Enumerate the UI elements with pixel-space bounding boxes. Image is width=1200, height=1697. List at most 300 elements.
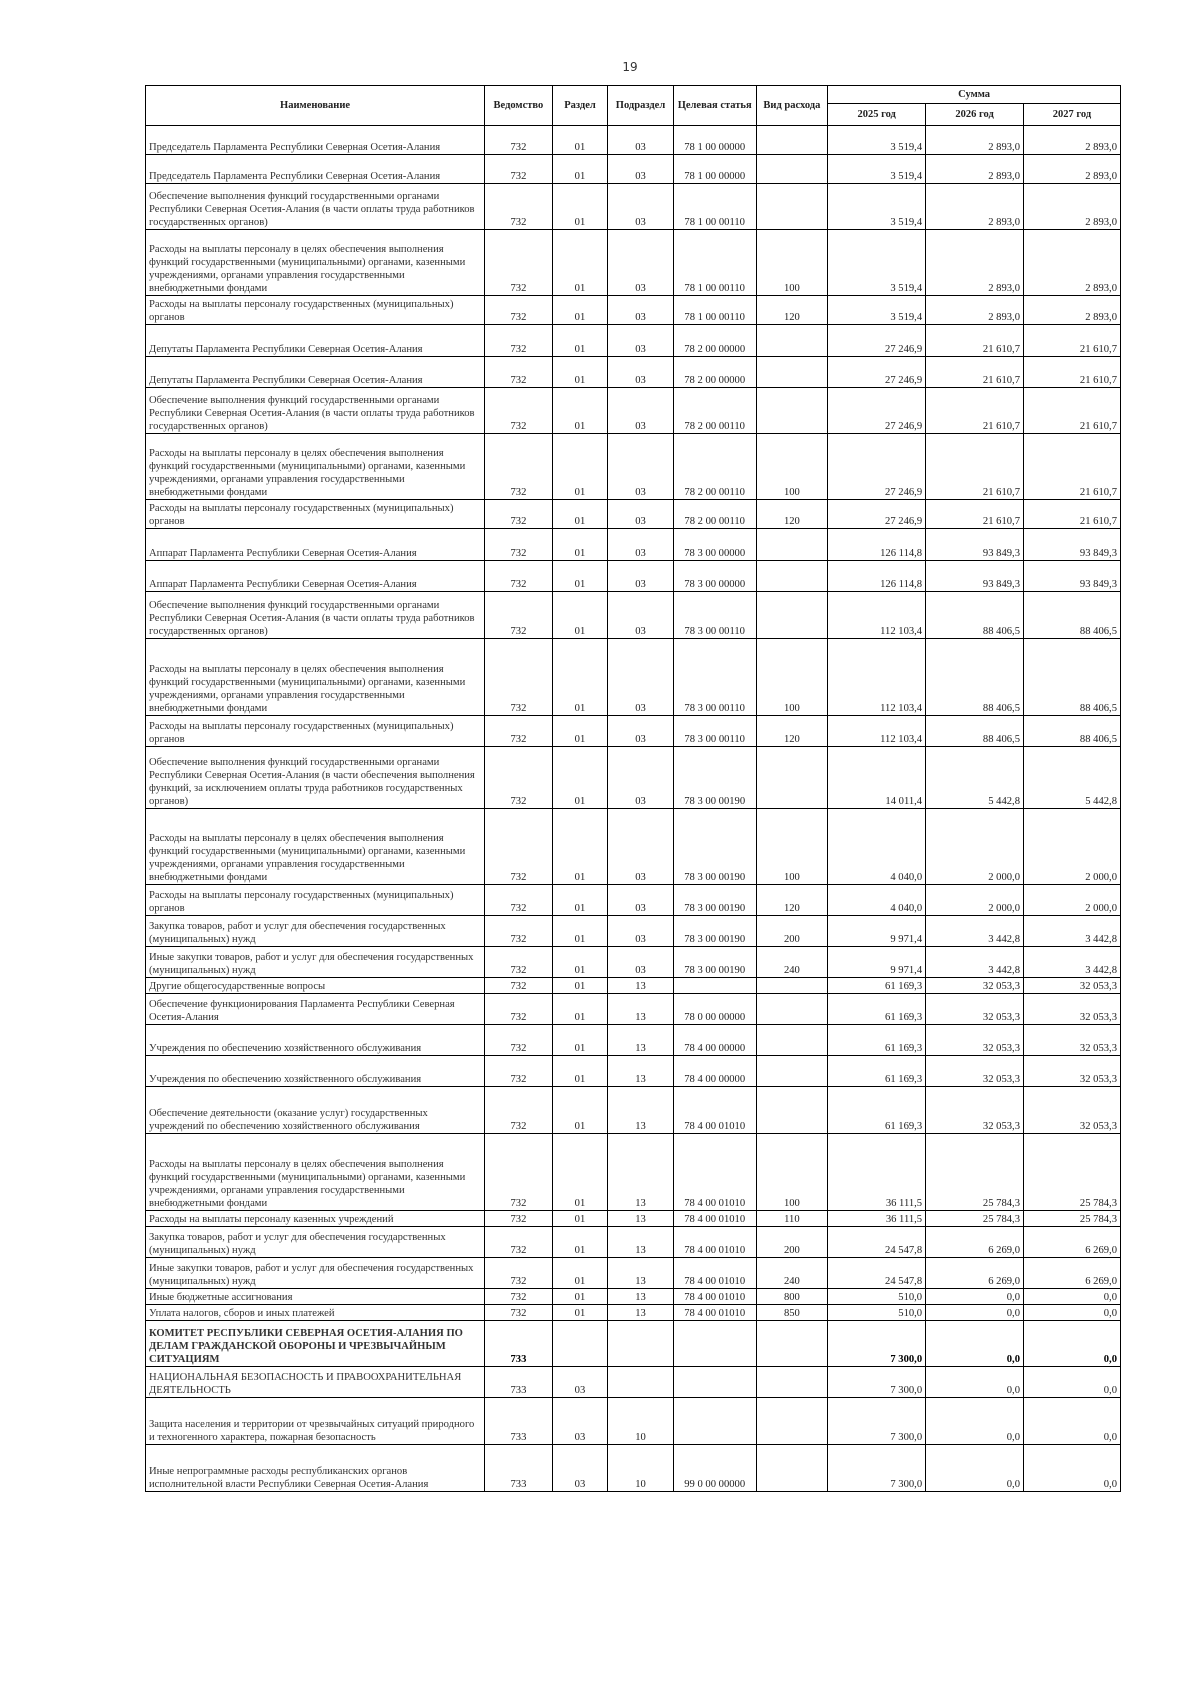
cell-name: Закупка товаров, работ и услуг для обеспечения государственных (муниципальных) нужд xyxy=(146,1227,485,1258)
cell-2025: 126 114,8 xyxy=(828,561,926,592)
table-row xyxy=(146,809,1121,885)
cell-kind xyxy=(756,1445,828,1492)
cell-section: 01 xyxy=(552,994,608,1025)
cell-section: 01 xyxy=(552,500,608,529)
cell-name: Расходы на выплаты персоналу в целях обеспечения выполнения функций государственными (муниципальными) органами, казенными учреждениями, органами управления государственными внебюджетными фондами xyxy=(146,809,485,885)
cell-2025: 36 111,5 xyxy=(828,1134,926,1211)
header-section: Раздел xyxy=(552,86,608,126)
table-row xyxy=(146,978,1121,994)
cell-dept: 732 xyxy=(485,325,553,357)
cell-target: 78 3 00 00190 xyxy=(673,747,756,809)
cell-2025: 3 519,4 xyxy=(828,230,926,296)
table-row xyxy=(146,1087,1121,1134)
cell-2027: 3 442,8 xyxy=(1024,947,1121,978)
cell-2026: 25 784,3 xyxy=(926,1134,1024,1211)
header-sum: Сумма xyxy=(828,86,1121,104)
cell-name: Расходы на выплаты персоналу в целях обеспечения выполнения функций государственными (муниципальными) органами, казенными учреждениями, органами управления государственными внебюджетными фондами xyxy=(146,1134,485,1211)
table-row xyxy=(146,561,1121,592)
cell-subsection: 03 xyxy=(608,296,674,325)
cell-target: 78 3 00 00110 xyxy=(673,592,756,639)
table-row xyxy=(146,885,1121,916)
cell-2026: 2 893,0 xyxy=(926,296,1024,325)
cell-target: 78 2 00 00110 xyxy=(673,388,756,434)
cell-section: 01 xyxy=(552,230,608,296)
cell-section: 03 xyxy=(552,1367,608,1398)
cell-section: 01 xyxy=(552,592,608,639)
cell-target: 78 1 00 00000 xyxy=(673,126,756,155)
cell-2025: 9 971,4 xyxy=(828,916,926,947)
cell-dept: 732 xyxy=(485,994,553,1025)
cell-section: 01 xyxy=(552,561,608,592)
header-target: Целевая статья xyxy=(673,86,756,126)
table-row xyxy=(146,1445,1121,1492)
cell-2026: 2 893,0 xyxy=(926,230,1024,296)
cell-2026: 6 269,0 xyxy=(926,1258,1024,1289)
table-row xyxy=(146,639,1121,716)
cell-target xyxy=(673,978,756,994)
cell-subsection: 03 xyxy=(608,809,674,885)
table-row xyxy=(146,184,1121,230)
cell-2026: 0,0 xyxy=(926,1367,1024,1398)
cell-target: 78 3 00 00000 xyxy=(673,529,756,561)
cell-kind xyxy=(756,529,828,561)
cell-2026: 93 849,3 xyxy=(926,561,1024,592)
cell-2027: 21 610,7 xyxy=(1024,500,1121,529)
cell-name: Иные закупки товаров, работ и услуг для обеспечения государственных (муниципальных) нужд xyxy=(146,947,485,978)
cell-2026: 32 053,3 xyxy=(926,1087,1024,1134)
cell-subsection: 03 xyxy=(608,155,674,184)
cell-2025: 14 011,4 xyxy=(828,747,926,809)
cell-section: 01 xyxy=(552,1025,608,1056)
cell-target: 78 4 00 01010 xyxy=(673,1305,756,1321)
table-row xyxy=(146,1025,1121,1056)
cell-kind: 100 xyxy=(756,809,828,885)
cell-2027: 25 784,3 xyxy=(1024,1134,1121,1211)
cell-2025: 36 111,5 xyxy=(828,1211,926,1227)
table-row xyxy=(146,1305,1121,1321)
cell-dept: 732 xyxy=(485,1289,553,1305)
cell-section: 01 xyxy=(552,434,608,500)
cell-2025: 61 169,3 xyxy=(828,1056,926,1087)
cell-2026: 21 610,7 xyxy=(926,388,1024,434)
table-row xyxy=(146,716,1121,747)
cell-section: 01 xyxy=(552,639,608,716)
cell-target: 78 4 00 01010 xyxy=(673,1258,756,1289)
cell-dept: 732 xyxy=(485,500,553,529)
cell-2027: 2 893,0 xyxy=(1024,126,1121,155)
cell-2027: 3 442,8 xyxy=(1024,916,1121,947)
cell-target: 78 4 00 00000 xyxy=(673,1056,756,1087)
cell-2025: 24 547,8 xyxy=(828,1227,926,1258)
cell-kind xyxy=(756,155,828,184)
cell-target: 78 4 00 00000 xyxy=(673,1025,756,1056)
cell-kind: 200 xyxy=(756,916,828,947)
cell-2027: 93 849,3 xyxy=(1024,561,1121,592)
cell-subsection: 13 xyxy=(608,1305,674,1321)
cell-dept: 732 xyxy=(485,529,553,561)
cell-name: Уплата налогов, сборов и иных платежей xyxy=(146,1305,485,1321)
cell-2026: 0,0 xyxy=(926,1289,1024,1305)
cell-dept: 732 xyxy=(485,592,553,639)
table-row xyxy=(146,357,1121,388)
cell-section: 01 xyxy=(552,947,608,978)
cell-2025: 7 300,0 xyxy=(828,1398,926,1445)
cell-kind: 240 xyxy=(756,947,828,978)
cell-dept: 732 xyxy=(485,885,553,916)
cell-subsection: 03 xyxy=(608,561,674,592)
cell-section: 01 xyxy=(552,885,608,916)
cell-target xyxy=(673,1398,756,1445)
cell-subsection: 03 xyxy=(608,639,674,716)
table-row xyxy=(146,155,1121,184)
cell-subsection: 13 xyxy=(608,1087,674,1134)
cell-2027: 0,0 xyxy=(1024,1289,1121,1305)
cell-dept: 732 xyxy=(485,809,553,885)
cell-subsection xyxy=(608,1321,674,1367)
cell-2025: 3 519,4 xyxy=(828,184,926,230)
table-row xyxy=(146,1056,1121,1087)
cell-section: 01 xyxy=(552,809,608,885)
cell-name: Расходы на выплаты персоналу в целях обеспечения выполнения функций государственными (муниципальными) органами, казенными учреждениями, органами управления государственными внебюджетными фондами xyxy=(146,639,485,716)
cell-subsection: 13 xyxy=(608,1056,674,1087)
cell-2025: 27 246,9 xyxy=(828,500,926,529)
cell-name: Председатель Парламента Республики Северная Осетия-Алания xyxy=(146,155,485,184)
cell-kind xyxy=(756,1367,828,1398)
cell-2027: 2 893,0 xyxy=(1024,296,1121,325)
cell-2026: 88 406,5 xyxy=(926,716,1024,747)
cell-name: Расходы на выплаты персоналу государственных (муниципальных) органов xyxy=(146,500,485,529)
table-row xyxy=(146,1227,1121,1258)
cell-dept: 732 xyxy=(485,296,553,325)
table-header xyxy=(146,86,1121,126)
cell-2026: 2 000,0 xyxy=(926,809,1024,885)
cell-target: 78 4 00 01010 xyxy=(673,1134,756,1211)
cell-subsection: 03 xyxy=(608,357,674,388)
table-row xyxy=(146,230,1121,296)
cell-name: Обеспечение выполнения функций государственными органами Республики Северная Осетия-Алания (в части оплаты труда работников государственных органов) xyxy=(146,184,485,230)
cell-subsection: 03 xyxy=(608,434,674,500)
cell-2027: 88 406,5 xyxy=(1024,639,1121,716)
cell-kind xyxy=(756,325,828,357)
cell-2025: 3 519,4 xyxy=(828,126,926,155)
cell-subsection: 03 xyxy=(608,184,674,230)
cell-subsection: 03 xyxy=(608,885,674,916)
cell-kind xyxy=(756,592,828,639)
cell-2025: 61 169,3 xyxy=(828,994,926,1025)
cell-dept: 732 xyxy=(485,561,553,592)
cell-dept: 732 xyxy=(485,126,553,155)
cell-2027: 2 000,0 xyxy=(1024,809,1121,885)
cell-dept: 732 xyxy=(485,747,553,809)
cell-name: Иные непрограммные расходы республиканских органов исполнительной власти Республики Северная Осетия-Алания xyxy=(146,1445,485,1492)
page-number: 19 xyxy=(622,60,638,74)
cell-dept: 732 xyxy=(485,1056,553,1087)
cell-name: Депутаты Парламента Республики Северная Осетия-Алания xyxy=(146,357,485,388)
cell-kind xyxy=(756,1025,828,1056)
cell-target: 78 3 00 00190 xyxy=(673,947,756,978)
cell-kind xyxy=(756,978,828,994)
table-row xyxy=(146,1321,1121,1367)
cell-subsection: 03 xyxy=(608,325,674,357)
cell-2027: 2 893,0 xyxy=(1024,155,1121,184)
cell-section: 01 xyxy=(552,1211,608,1227)
cell-section: 01 xyxy=(552,916,608,947)
budget-table xyxy=(145,85,1121,1492)
cell-2025: 27 246,9 xyxy=(828,388,926,434)
table-row xyxy=(146,916,1121,947)
cell-subsection: 13 xyxy=(608,1258,674,1289)
table-row xyxy=(146,947,1121,978)
cell-dept: 732 xyxy=(485,1211,553,1227)
cell-kind xyxy=(756,1087,828,1134)
table-row xyxy=(146,325,1121,357)
cell-kind xyxy=(756,184,828,230)
cell-subsection: 03 xyxy=(608,529,674,561)
cell-subsection: 10 xyxy=(608,1398,674,1445)
cell-2026: 0,0 xyxy=(926,1445,1024,1492)
table-row xyxy=(146,1258,1121,1289)
cell-name: Обеспечение функционирования Парламента Республики Северная Осетия-Алания xyxy=(146,994,485,1025)
cell-kind: 120 xyxy=(756,500,828,529)
cell-section: 03 xyxy=(552,1398,608,1445)
cell-subsection: 13 xyxy=(608,1227,674,1258)
cell-2027: 21 610,7 xyxy=(1024,434,1121,500)
cell-dept: 732 xyxy=(485,434,553,500)
cell-name: Председатель Парламента Республики Северная Осетия-Алания xyxy=(146,126,485,155)
cell-dept: 732 xyxy=(485,916,553,947)
cell-2027: 5 442,8 xyxy=(1024,747,1121,809)
cell-2026: 3 442,8 xyxy=(926,916,1024,947)
cell-section: 01 xyxy=(552,1056,608,1087)
cell-2027: 0,0 xyxy=(1024,1398,1121,1445)
cell-target: 78 1 00 00110 xyxy=(673,296,756,325)
cell-2026: 88 406,5 xyxy=(926,639,1024,716)
cell-2026: 0,0 xyxy=(926,1321,1024,1367)
header-subsection: Подраздел xyxy=(608,86,674,126)
cell-section xyxy=(552,1321,608,1367)
cell-subsection: 03 xyxy=(608,592,674,639)
cell-name: Иные бюджетные ассигнования xyxy=(146,1289,485,1305)
header-2026: 2026 год xyxy=(926,104,1024,126)
cell-dept: 733 xyxy=(485,1367,553,1398)
cell-2025: 126 114,8 xyxy=(828,529,926,561)
cell-section: 01 xyxy=(552,747,608,809)
cell-kind: 200 xyxy=(756,1227,828,1258)
table-row xyxy=(146,388,1121,434)
cell-2026: 21 610,7 xyxy=(926,434,1024,500)
cell-2025: 27 246,9 xyxy=(828,357,926,388)
cell-2027: 0,0 xyxy=(1024,1321,1121,1367)
cell-2026: 21 610,7 xyxy=(926,357,1024,388)
cell-section: 01 xyxy=(552,1258,608,1289)
cell-2027: 25 784,3 xyxy=(1024,1211,1121,1227)
table-row xyxy=(146,1211,1121,1227)
cell-name: Аппарат Парламента Республики Северная Осетия-Алания xyxy=(146,561,485,592)
cell-2025: 27 246,9 xyxy=(828,434,926,500)
cell-2025: 112 103,4 xyxy=(828,592,926,639)
cell-dept: 732 xyxy=(485,947,553,978)
cell-section: 03 xyxy=(552,1445,608,1492)
cell-subsection: 03 xyxy=(608,716,674,747)
cell-name: Обеспечение выполнения функций государственными органами Республики Северная Осетия-Алания (в части оплаты труда работников государственных органов) xyxy=(146,592,485,639)
cell-kind xyxy=(756,126,828,155)
table-row xyxy=(146,529,1121,561)
header-kind: Вид расхода xyxy=(756,86,828,126)
header-2025: 2025 год xyxy=(828,104,926,126)
cell-target: 78 3 00 00190 xyxy=(673,885,756,916)
cell-2026: 3 442,8 xyxy=(926,947,1024,978)
cell-2026: 5 442,8 xyxy=(926,747,1024,809)
cell-kind: 850 xyxy=(756,1305,828,1321)
cell-subsection: 03 xyxy=(608,747,674,809)
cell-2026: 2 893,0 xyxy=(926,184,1024,230)
cell-section: 01 xyxy=(552,357,608,388)
cell-2026: 93 849,3 xyxy=(926,529,1024,561)
cell-2025: 510,0 xyxy=(828,1305,926,1321)
cell-section: 01 xyxy=(552,716,608,747)
cell-target: 78 3 00 00190 xyxy=(673,809,756,885)
cell-name: Расходы на выплаты персоналу в целях обеспечения выполнения функций государственными (муниципальными) органами, казенными учреждениями, органами управления государственными внебюджетными фондами xyxy=(146,230,485,296)
cell-subsection: 03 xyxy=(608,500,674,529)
cell-2027: 6 269,0 xyxy=(1024,1258,1121,1289)
cell-target: 99 0 00 00000 xyxy=(673,1445,756,1492)
cell-name: Обеспечение выполнения функций государственными органами Республики Северная Осетия-Алания (в части обеспечения выполнения функций, за исключением оплаты труда работников государственных органов) xyxy=(146,747,485,809)
table-row xyxy=(146,747,1121,809)
cell-2025: 7 300,0 xyxy=(828,1321,926,1367)
cell-2027: 21 610,7 xyxy=(1024,325,1121,357)
cell-subsection: 03 xyxy=(608,947,674,978)
cell-dept: 732 xyxy=(485,184,553,230)
cell-dept: 733 xyxy=(485,1321,553,1367)
cell-subsection: 13 xyxy=(608,1134,674,1211)
cell-2026: 0,0 xyxy=(926,1305,1024,1321)
cell-kind xyxy=(756,561,828,592)
cell-2027: 32 053,3 xyxy=(1024,1087,1121,1134)
cell-kind xyxy=(756,994,828,1025)
cell-name: Аппарат Парламента Республики Северная Осетия-Алания xyxy=(146,529,485,561)
table-body xyxy=(146,126,1121,1492)
header-dept: Ведомство xyxy=(485,86,553,126)
cell-2026: 32 053,3 xyxy=(926,994,1024,1025)
table-row xyxy=(146,434,1121,500)
cell-kind: 800 xyxy=(756,1289,828,1305)
cell-dept: 732 xyxy=(485,716,553,747)
cell-2026: 2 893,0 xyxy=(926,126,1024,155)
cell-kind xyxy=(756,1056,828,1087)
cell-dept: 732 xyxy=(485,1025,553,1056)
cell-section: 01 xyxy=(552,529,608,561)
cell-target: 78 3 00 00110 xyxy=(673,716,756,747)
cell-2027: 2 893,0 xyxy=(1024,230,1121,296)
cell-2026: 25 784,3 xyxy=(926,1211,1024,1227)
cell-dept: 732 xyxy=(485,230,553,296)
cell-subsection xyxy=(608,1367,674,1398)
cell-2026: 21 610,7 xyxy=(926,500,1024,529)
cell-dept: 732 xyxy=(485,1258,553,1289)
cell-2027: 21 610,7 xyxy=(1024,388,1121,434)
cell-name: Защита населения и территории от чрезвычайных ситуаций природного и техногенного характера, пожарная безопасность xyxy=(146,1398,485,1445)
cell-dept: 733 xyxy=(485,1398,553,1445)
table-row xyxy=(146,1134,1121,1211)
cell-dept: 732 xyxy=(485,1227,553,1258)
cell-target: 78 4 00 01010 xyxy=(673,1087,756,1134)
cell-2027: 2 893,0 xyxy=(1024,184,1121,230)
cell-2025: 7 300,0 xyxy=(828,1445,926,1492)
cell-target: 78 4 00 01010 xyxy=(673,1227,756,1258)
cell-2027: 32 053,3 xyxy=(1024,1025,1121,1056)
cell-target: 78 3 00 00000 xyxy=(673,561,756,592)
cell-target: 78 1 00 00110 xyxy=(673,230,756,296)
cell-subsection: 03 xyxy=(608,916,674,947)
cell-2026: 0,0 xyxy=(926,1398,1024,1445)
cell-name: Обеспечение деятельности (оказание услуг) государственных учреждений по обеспечению хозяйственного обслуживания xyxy=(146,1087,485,1134)
cell-2027: 0,0 xyxy=(1024,1305,1121,1321)
cell-name: Другие общегосударственные вопросы xyxy=(146,978,485,994)
cell-kind: 240 xyxy=(756,1258,828,1289)
cell-subsection: 03 xyxy=(608,230,674,296)
cell-dept: 732 xyxy=(485,1305,553,1321)
cell-name: Расходы на выплаты персоналу государственных (муниципальных) органов xyxy=(146,885,485,916)
table-row xyxy=(146,296,1121,325)
cell-section: 01 xyxy=(552,1134,608,1211)
cell-2027: 93 849,3 xyxy=(1024,529,1121,561)
cell-subsection: 10 xyxy=(608,1445,674,1492)
cell-target: 78 1 00 00110 xyxy=(673,184,756,230)
cell-dept: 732 xyxy=(485,357,553,388)
cell-subsection: 03 xyxy=(608,388,674,434)
table-row xyxy=(146,1398,1121,1445)
cell-2026: 32 053,3 xyxy=(926,1025,1024,1056)
cell-2025: 4 040,0 xyxy=(828,885,926,916)
cell-2027: 88 406,5 xyxy=(1024,592,1121,639)
cell-kind: 110 xyxy=(756,1211,828,1227)
cell-kind: 100 xyxy=(756,434,828,500)
table-row xyxy=(146,1367,1121,1398)
cell-name: НАЦИОНАЛЬНАЯ БЕЗОПАСНОСТЬ И ПРАВООХРАНИТЕЛЬНАЯ ДЕЯТЕЛЬНОСТЬ xyxy=(146,1367,485,1398)
cell-subsection: 03 xyxy=(608,126,674,155)
cell-kind xyxy=(756,1398,828,1445)
table-row xyxy=(146,592,1121,639)
cell-kind: 100 xyxy=(756,230,828,296)
cell-section: 01 xyxy=(552,388,608,434)
cell-target: 78 3 00 00110 xyxy=(673,639,756,716)
cell-subsection: 13 xyxy=(608,978,674,994)
cell-kind: 100 xyxy=(756,639,828,716)
cell-target: 78 2 00 00000 xyxy=(673,325,756,357)
cell-name: Иные закупки товаров, работ и услуг для обеспечения государственных (муниципальных) нужд xyxy=(146,1258,485,1289)
cell-2025: 61 169,3 xyxy=(828,978,926,994)
cell-section: 01 xyxy=(552,1227,608,1258)
cell-kind xyxy=(756,747,828,809)
cell-dept: 732 xyxy=(485,978,553,994)
cell-2027: 32 053,3 xyxy=(1024,1056,1121,1087)
cell-dept: 732 xyxy=(485,155,553,184)
cell-2025: 510,0 xyxy=(828,1289,926,1305)
cell-subsection: 13 xyxy=(608,1025,674,1056)
cell-name: КОМИТЕТ РЕСПУБЛИКИ СЕВЕРНАЯ ОСЕТИЯ-АЛАНИЯ ПО ДЕЛАМ ГРАЖДАНСКОЙ ОБОРОНЫ И ЧРЕЗВЫЧАЙНЫМ СИТУАЦИЯМ xyxy=(146,1321,485,1367)
cell-subsection: 13 xyxy=(608,1211,674,1227)
cell-2025: 61 169,3 xyxy=(828,1025,926,1056)
cell-2027: 88 406,5 xyxy=(1024,716,1121,747)
cell-section: 01 xyxy=(552,1305,608,1321)
cell-2027: 0,0 xyxy=(1024,1367,1121,1398)
cell-subsection: 13 xyxy=(608,994,674,1025)
cell-2027: 2 000,0 xyxy=(1024,885,1121,916)
cell-section: 01 xyxy=(552,1289,608,1305)
cell-target xyxy=(673,1367,756,1398)
cell-2025: 24 547,8 xyxy=(828,1258,926,1289)
header-name: Наименование xyxy=(146,86,485,126)
